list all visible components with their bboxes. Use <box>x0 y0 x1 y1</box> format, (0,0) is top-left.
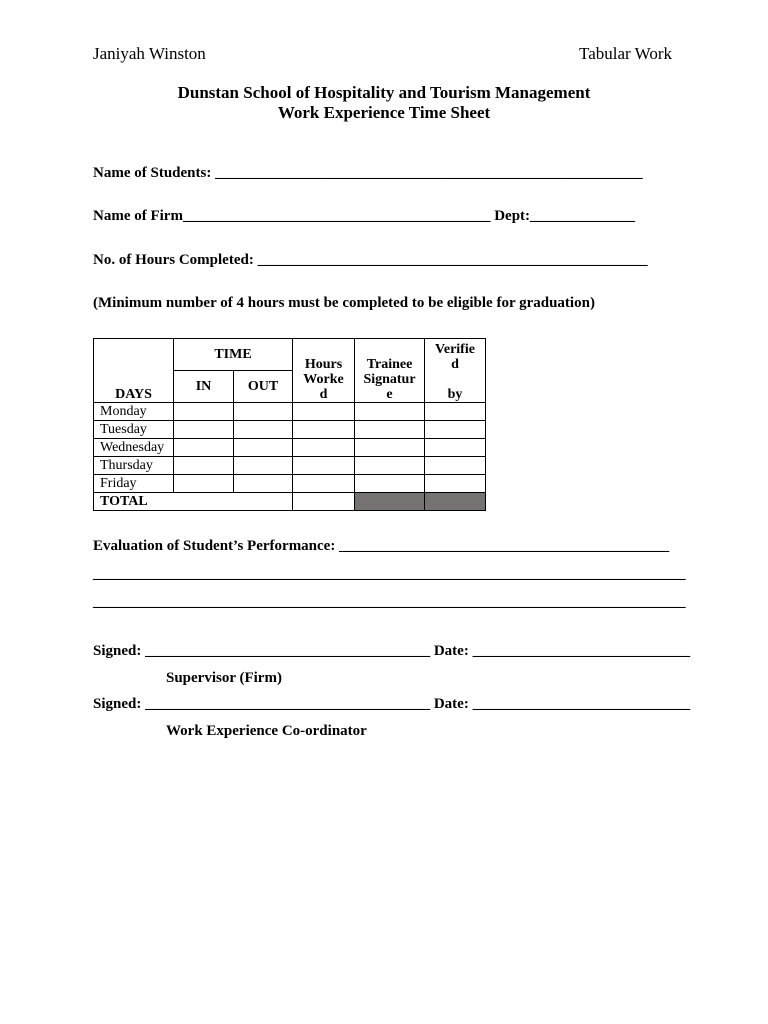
day-cell: Wednesday <box>94 439 174 457</box>
verified-by-header: Verifie d by <box>425 339 486 403</box>
time-in-cell[interactable] <box>174 475 234 493</box>
firm-field: Name of Firm_________________________________________ Dept:______________ <box>93 208 636 224</box>
evaluation-line: _______________________________________________________________________________ <box>93 566 686 582</box>
verified-cell[interactable] <box>425 475 486 493</box>
table-row <box>94 457 486 475</box>
time-in-header: IN <box>174 371 234 403</box>
time-in-cell[interactable] <box>174 439 234 457</box>
time-sheet-table <box>93 338 486 511</box>
time-out-header: OUT <box>234 371 293 403</box>
eligibility-note: (Minimum number of 4 hours must be completed to be eligible for graduation) <box>93 295 595 311</box>
day-cell: Thursday <box>94 457 174 475</box>
coordinator-role: Work Experience Co-ordinator <box>166 723 367 739</box>
shaded-cell <box>425 493 486 511</box>
table-row <box>94 439 486 457</box>
school-title: Dunstan School of Hospitality and Tourism Management <box>177 83 591 102</box>
time-header: TIME <box>174 339 293 371</box>
time-out-cell[interactable] <box>234 457 293 475</box>
supervisor-role: Supervisor (Firm) <box>166 670 282 686</box>
evaluation-line: _______________________________________________________________________________ <box>93 594 686 610</box>
signature-cell[interactable] <box>355 403 425 421</box>
header-subject: Tabular Work <box>579 44 672 63</box>
signature-cell[interactable] <box>355 457 425 475</box>
day-cell: Friday <box>94 475 174 493</box>
time-out-cell[interactable] <box>234 475 293 493</box>
hours-cell[interactable] <box>293 475 355 493</box>
time-in-cell[interactable] <box>174 421 234 439</box>
hours-cell[interactable] <box>293 457 355 475</box>
time-out-cell[interactable] <box>234 403 293 421</box>
hours-cell[interactable] <box>293 421 355 439</box>
signature-cell[interactable] <box>355 421 425 439</box>
verified-cell[interactable] <box>425 457 486 475</box>
supervisor-signature-field: Signed: ______________________________________ Date: _____________________________ <box>93 643 691 659</box>
time-in-cell[interactable] <box>174 457 234 475</box>
header-author: Janiyah Winston <box>93 44 206 63</box>
total-hours-cell[interactable] <box>293 493 355 511</box>
day-cell: Monday <box>94 403 174 421</box>
table-row <box>94 403 486 421</box>
hours-worked-header: Hours Worke d <box>293 339 355 403</box>
hours-cell[interactable] <box>293 439 355 457</box>
day-cell: Tuesday <box>94 421 174 439</box>
days-header: DAYS <box>94 339 174 403</box>
evaluation-field: Evaluation of Student’s Performance: ____________________________________________ <box>93 538 670 554</box>
hours-field: No. of Hours Completed: ____________________________________________________ <box>93 252 648 268</box>
coordinator-signature-field: Signed: ______________________________________ Date: _____________________________ <box>93 696 691 712</box>
verified-cell[interactable] <box>425 439 486 457</box>
verified-cell[interactable] <box>425 421 486 439</box>
shaded-cell <box>355 493 425 511</box>
time-in-cell[interactable] <box>174 403 234 421</box>
signature-cell[interactable] <box>355 475 425 493</box>
students-field: Name of Students: _________________________________________________________ <box>93 165 643 181</box>
time-out-cell[interactable] <box>234 421 293 439</box>
total-row <box>94 493 486 511</box>
table-row <box>94 475 486 493</box>
trainee-signature-header: Trainee Signatur e <box>355 339 425 403</box>
signature-cell[interactable] <box>355 439 425 457</box>
total-label: TOTAL <box>94 493 293 511</box>
table-row <box>94 421 486 439</box>
hours-cell[interactable] <box>293 403 355 421</box>
sheet-title: Work Experience Time Sheet <box>277 103 491 122</box>
time-out-cell[interactable] <box>234 439 293 457</box>
verified-cell[interactable] <box>425 403 486 421</box>
